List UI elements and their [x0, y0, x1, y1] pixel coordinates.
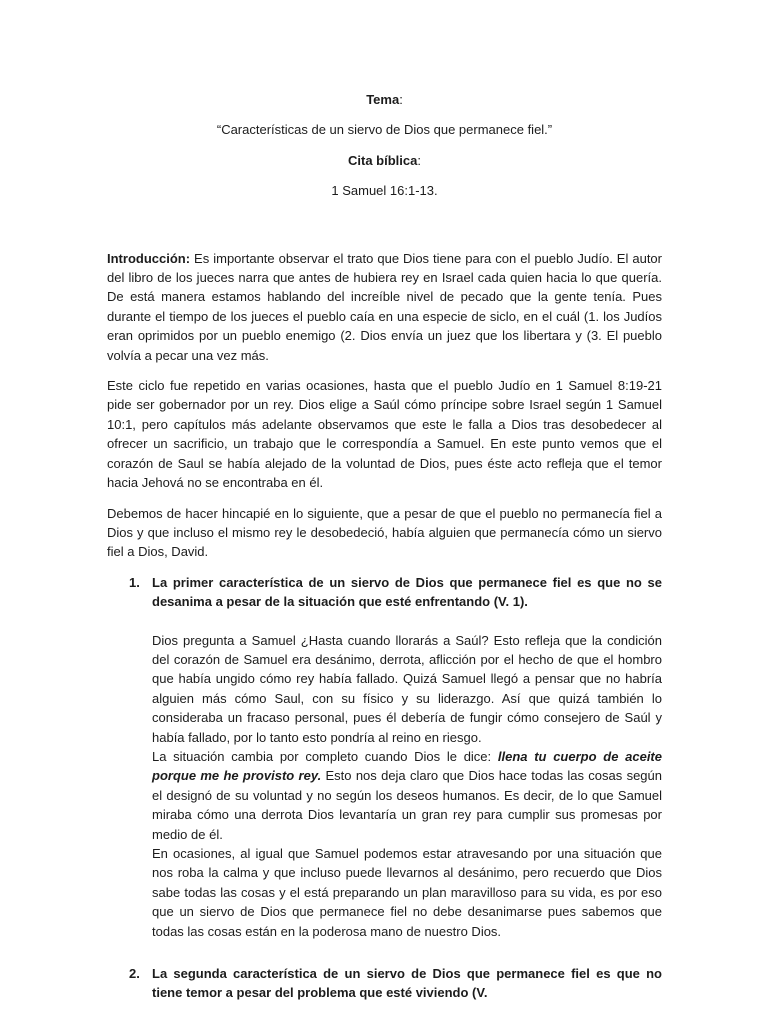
introduction-text: Es importante observar el trato que Dios tiene para con el pueblo Judío. El autor del libro de los jueces narra que antes de hubiera rey en Israel cada quien hacia lo que quería. De está manera estamos hablando del increíble nivel de pecado que la gente tenía. Pues durante el tiempo de los jueces el pueblo caía en una especie de siclo, en el cuál (1. los Judíos eran oprimidos por un pueblo enemigo (2. Dios envía un juez que los libertara y (3. El pueblo volvía a pecar una vez más.: [107, 250, 662, 363]
point-1-number: 1.: [129, 574, 140, 590]
point-2-number: 2.: [129, 966, 140, 982]
point-spacer: [107, 941, 662, 953]
citation-label: Cita bíblica: [348, 152, 418, 168]
point-1-paragraph-1: Dios pregunta a Samuel ¿Hasta cuando llorarás a Saúl? Esto refleja que la condición del corazón de Samuel era desánimo, derrota, aflicción por el hecho de que el hombro que había ungido cómo rey había fallado. Quizá Samuel llegó a pensar que no habría alguien más cómo Saul, con su físico y su liderazgo. Así que quizá también lo consideraba un fracaso personal, pues él debería de fungir cómo consejero de Saúl y había fallado, por lo tanto esto pondría al reino en riesgo.: [152, 632, 662, 745]
point-1-paragraph-2-end: Esto nos deja claro que Dios hace todas las cosas según el designó de su voluntad y no según los deseos humanos. Es decir, de lo que Samuel miraba cómo una derrota Dios levantaría un gran rey para cumplir sus promesas por medio de él.: [152, 768, 662, 842]
topic-subject: “Características de un siervo de Dios que permanece fiel.”: [216, 122, 553, 138]
topic-colon: :: [399, 92, 403, 107]
point-2: [107, 964, 662, 1003]
body-paragraph-david: Debemos de hacer hincapié en lo siguiente, que a pesar de que el pueblo no permanecía fiel a Dios y que incluso el mismo rey le desobedeció, había alguien que permanecía cómo un siervo fiel a Dios, David.: [107, 505, 662, 560]
point-1: [107, 573, 662, 941]
citation-colon: :: [417, 152, 421, 168]
point-1-quote: llena tu cuerpo de aceite porque me he provisto rey.: [152, 748, 662, 784]
introduction-paragraph: [107, 249, 662, 365]
body-paragraph-cycle: Este ciclo fue repetido en varias ocasiones, hasta que el pueblo Judío en 1 Samuel 8:19-21 pide ser gobernador por un rey. Dios elige a Saúl cómo príncipe sobre Israel según 1 Samuel 10:1, pero capítulos más adelante observamos que este le falla a Dios tras desobedecer al ofrecer un sacrificio, un trabajo que le correspondía a Samuel. En este punto vemos que el corazón de Saul se había alejado de la voluntad de Dios, pues éste acto refleja que el temor hacia Jehová no se encontraba en él.: [107, 378, 662, 491]
point-1-paragraph-2: [152, 747, 662, 844]
introduction-label: Introducción:: [107, 250, 191, 266]
bible-reference: 1 Samuel 16:1-13.: [331, 183, 438, 199]
point-1-paragraph-3: En ocasiones, al igual que Samuel podemos estar atravesando por una situación que nos roba la calma y que incluso puede llevarnos al desánimo, pero recuerdo que Dios sabe todas las cosas y el está preparando un plan maravilloso para su vida, es por eso que un siervo de Dios que permanece fiel no debe desanimarse pues sabemos que todas las cosas están en la poderosa mano de nuestro Dios.: [152, 846, 662, 939]
document-page: [107, 90, 662, 1003]
point-1-paragraph-2-start: La situación cambia por completo cuando Dios le dice:: [152, 748, 498, 764]
topic-heading: [107, 90, 662, 109]
point-1-body: [152, 631, 662, 942]
citation-heading: [107, 151, 662, 170]
point-2-heading: La segunda característica de un siervo de Dios que permanece fiel es que no tiene temor a pesar del problema que esté viviendo (V.: [152, 966, 662, 1001]
topic-label: Tema: [366, 92, 400, 107]
point-1-heading: La primer característica de un siervo de Dios que permanece fiel es que no se desanima a pesar de la situación que esté enfrentando (V. 1).: [152, 574, 662, 610]
